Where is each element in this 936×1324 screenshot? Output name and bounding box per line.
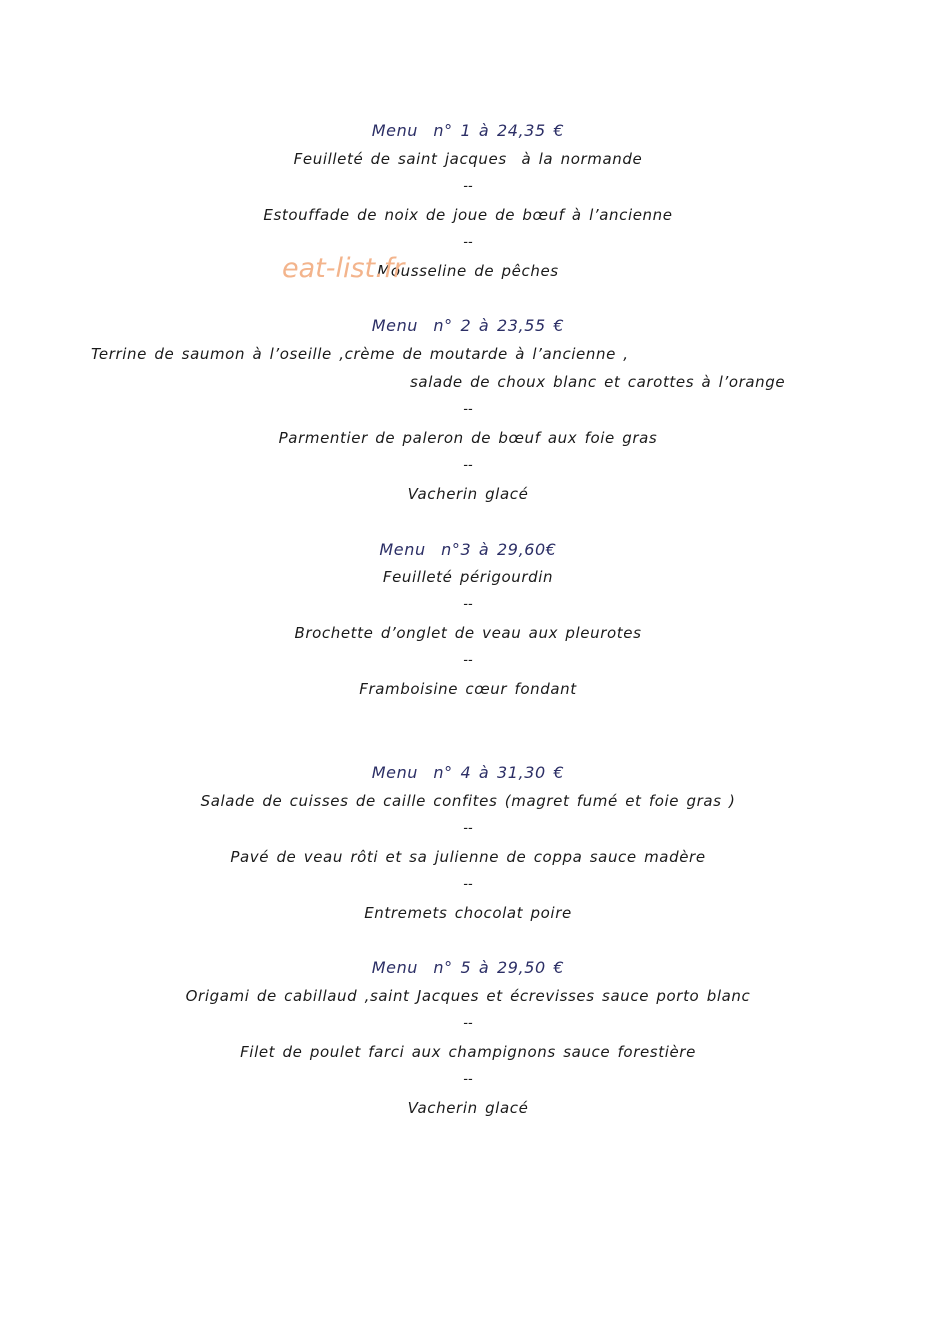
menu-4-separator-1: -- [463, 821, 473, 836]
menu-5-main: Filet de poulet farci aux champignons sauce forestière [240, 1043, 696, 1061]
menu-3-dessert: Framboisine cœur fondant [359, 680, 577, 698]
menu-4-title: Menu n° 4 à 31,30 € [371, 763, 565, 782]
menu-4-separator-2: -- [463, 877, 473, 892]
menu-5-separator-1: -- [463, 1016, 473, 1031]
menu-1-main: Estouffade de noix de joue de bœuf à l’ancienne [263, 206, 673, 224]
menu-2-title: Menu n° 2 à 23,55 € [371, 316, 565, 335]
menu-2-starter-line-1: Terrine de saumon à l’oseille ,crème de moutarde à l’ancienne , [91, 345, 629, 363]
menu-2-separator-2: -- [463, 458, 473, 473]
menu-3-title: Menu n°3 à 29,60€ [379, 540, 557, 559]
menu-5-dessert: Vacherin glacé [407, 1099, 529, 1117]
menu-3-separator-2: -- [463, 653, 473, 668]
menu-2-starter-line-2: salade de choux blanc et carottes à l’orange [410, 373, 786, 391]
watermark-logo: eat-list.fr [282, 253, 405, 284]
menu-1-starter: Feuilleté de saint jacques à la normande [293, 150, 643, 168]
menu-1-separator-1: -- [463, 179, 473, 194]
menu-4-starter: Salade de cuisses de caille confites (magret fumé et foie gras ) [200, 792, 736, 810]
menu-1-separator-2: -- [463, 235, 473, 250]
menu-5-starter: Origami de cabillaud ,saint Jacques et écrevisses sauce porto blanc [185, 987, 751, 1005]
menu-4-dessert: Entremets chocolat poire [364, 904, 572, 922]
menu-3-separator-1: -- [463, 597, 473, 612]
menu-5-separator-2: -- [463, 1072, 473, 1087]
menu-4-main: Pavé de veau rôti et sa julienne de coppa sauce madère [230, 848, 706, 866]
menu-2-dessert: Vacherin glacé [407, 485, 529, 503]
menu-2-main: Parmentier de paleron de bœuf aux foie gras [278, 429, 658, 447]
menu-3-starter: Feuilleté périgourdin [382, 568, 554, 586]
menu-2-separator-1: -- [463, 402, 473, 417]
menu-5-title: Menu n° 5 à 29,50 € [371, 958, 565, 977]
menu-1-title: Menu n° 1 à 24,35 € [371, 121, 565, 140]
menu-1-dessert: Mousseline de pêches [377, 262, 559, 280]
menu-3-main: Brochette d’onglet de veau aux pleurotes [294, 624, 642, 642]
